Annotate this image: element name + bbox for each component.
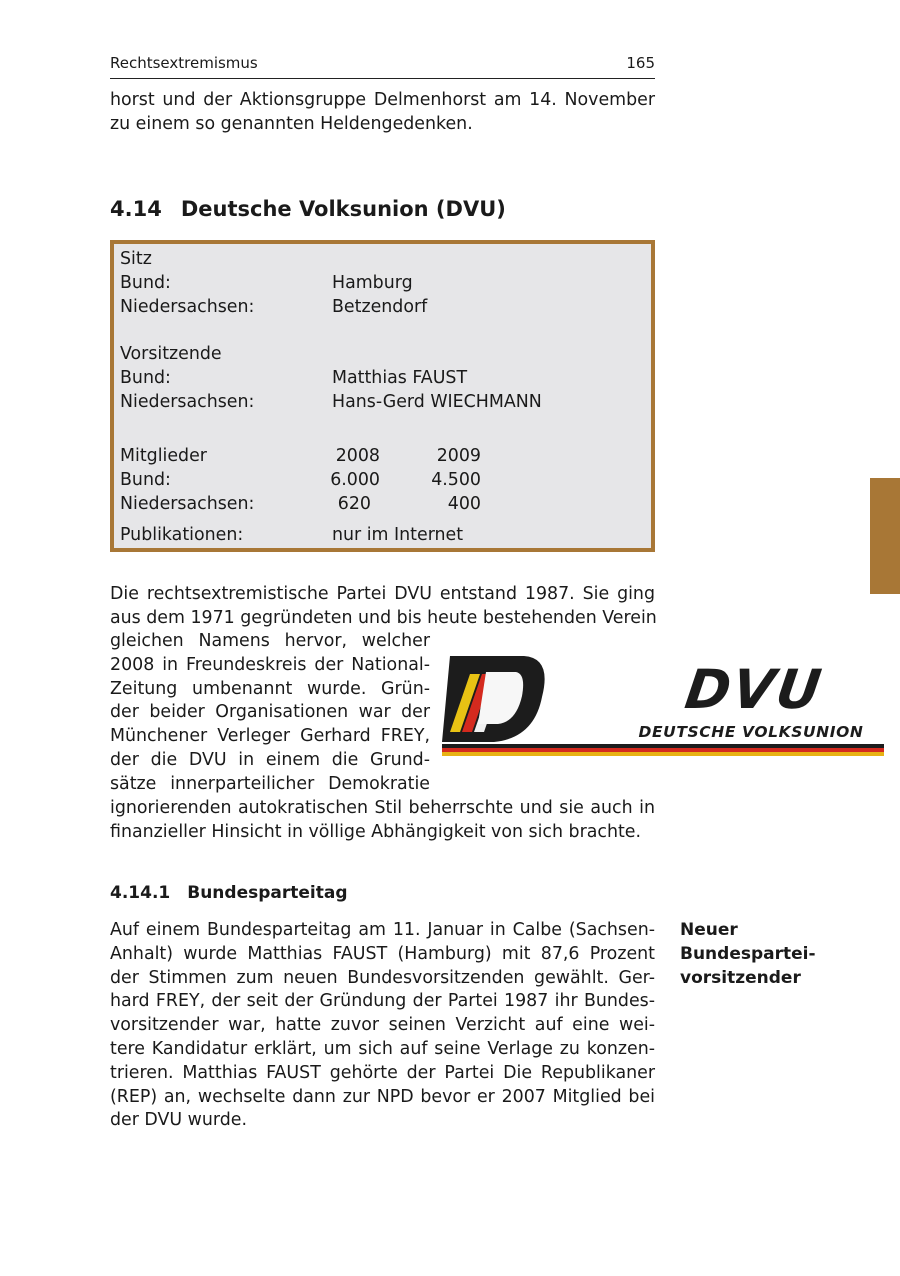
chapter-thumb-tab: [870, 478, 900, 594]
text-line: Auf einem Bundesparteitag am 11. Januar in Calbe (Sachsen-: [110, 920, 655, 940]
text-line: horst und der Aktionsgruppe Delmenhorst am 14. November: [110, 90, 655, 110]
text-line: der die DVU in einem die Grund-: [110, 749, 430, 770]
party-info-box: [110, 240, 655, 552]
text-line: Münchener Verleger Gerhard FREY,: [110, 726, 430, 747]
text-line: tere Kandidatur erklärt, um sich auf seine Verlage zu konzen-: [110, 1038, 655, 1059]
dvu-logo: [442, 652, 884, 764]
paragraph-1-start: [110, 583, 655, 631]
year-2009: 2009: [436, 446, 481, 466]
margin-note-line: Bundespartei-: [680, 943, 816, 964]
vors-bund-label: Bund:: [120, 368, 171, 388]
sitz-bund-value: Hamburg: [332, 273, 413, 293]
margin-note-line: Neuer: [680, 920, 738, 940]
mit-nds-2009: 400: [447, 494, 481, 514]
page-number: 165: [626, 54, 655, 72]
text-line: der beider Organisationen war der: [110, 702, 430, 723]
text-line: (REP) an, wechselte dann zur NPD bevor er 2007 Mitglied bei: [110, 1086, 655, 1107]
text-line: Anhalt) wurde Matthias FAUST (Hamburg) mit 87,6 Prozent: [110, 943, 655, 964]
vors-nds-value: Hans-Gerd WIECHMANN: [332, 392, 542, 412]
vors-nds-label: Niedersachsen:: [120, 392, 255, 412]
mit-bund-2009: 4.500: [431, 470, 481, 490]
text-line: trieren. Matthias FAUST gehörte der Partei Die Republikaner: [110, 1062, 655, 1083]
text-line: vorsitzender war, hatte zuvor seinen Verzicht auf eine wei-: [110, 1015, 655, 1036]
sitz-label: Sitz: [120, 249, 152, 269]
subsection-title: Bundesparteitag: [187, 883, 348, 903]
running-head-title: Rechtsextremismus: [110, 54, 258, 72]
section-number: 4.14: [110, 197, 162, 221]
paragraph-1-end: [110, 797, 655, 845]
text-line: Zeitung umbenannt wurde. Grün-: [110, 678, 430, 699]
sitz-nds-label: Niedersachsen:: [120, 297, 255, 317]
logo-name: DVU: [681, 658, 827, 721]
margin-note: [680, 919, 816, 990]
text-line: der DVU wurde.: [110, 1110, 248, 1131]
subsection-heading: [110, 883, 348, 903]
sitz-bund-label: Bund:: [120, 273, 171, 293]
text-line: gleichen Namens hervor, welcher: [110, 631, 430, 651]
year-2008: 2008: [335, 446, 380, 466]
subsection-number: 4.14.1: [110, 883, 171, 903]
paragraph-1-wrapped: [110, 630, 430, 797]
text-line: 2008 in Freundeskreis der National-: [110, 654, 430, 675]
paragraph-2: [110, 919, 655, 1133]
text-line: ignorierenden autokratischen Stil beherrschte und sie auch in: [110, 798, 655, 818]
vorsitzende-label: Vorsitzende: [120, 344, 222, 364]
mit-bund-label: Bund:: [120, 470, 171, 490]
mitglieder-label: Mitglieder: [120, 446, 207, 466]
publikationen-label: Publikationen:: [120, 525, 244, 545]
sitz-nds-value: Betzendorf: [332, 297, 428, 317]
running-head: [110, 54, 655, 79]
mit-bund-2008: 6.000: [330, 470, 380, 490]
text-line: sätze innerparteilicher Demokratie: [110, 773, 430, 794]
publikationen-value: nur im Internet: [332, 525, 464, 545]
logo-subtitle: DEUTSCHE VOLKSUNION: [638, 723, 864, 741]
text-line: zu einem so genannten Heldengedenken.: [110, 113, 473, 134]
text-line: hard FREY, der seit der Gründung der Partei 1987 ihr Bundes-: [110, 991, 655, 1012]
text-line: finanzieller Hinsicht in völlige Abhängigkeit von sich brachte.: [110, 821, 642, 842]
section-title: Deutsche Volksunion (DVU): [180, 197, 506, 221]
section-heading: [110, 197, 506, 221]
margin-note-line: vorsitzender: [680, 967, 801, 988]
mit-nds-label: Niedersachsen:: [120, 494, 255, 514]
vors-bund-value: Matthias FAUST: [332, 368, 468, 388]
text-line: der Stimmen zum neuen Bundesvorsitzenden gewählt. Ger-: [110, 967, 655, 988]
text-line: Die rechtsextremistische Partei DVU entstand 1987. Sie ging: [110, 584, 655, 604]
intro-paragraph: [110, 89, 655, 137]
mit-nds-2008: 620: [337, 494, 371, 514]
text-line: aus dem 1971 gegründeten und bis heute bestehenden Verein: [110, 607, 657, 628]
